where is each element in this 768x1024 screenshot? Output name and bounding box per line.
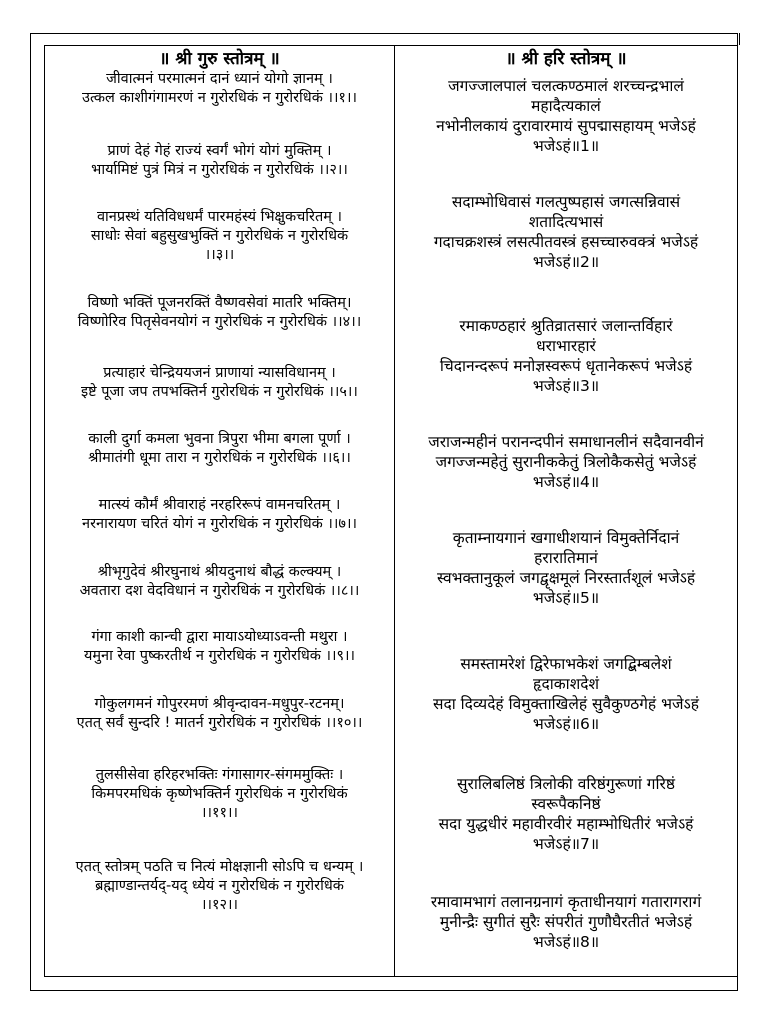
verse-line: मात्स्यं कौर्मं श्रीवाराहं नरहरिरूपं वामनचरितम् । — [98, 497, 341, 513]
verse-line: तुलसीसेवा हरिहरभक्तिः गंगासागर-संगममुक्तिः । — [95, 767, 344, 783]
guru-verse-5 — [51, 364, 388, 402]
guru-verse-12 — [51, 858, 388, 915]
verse-line: जराजन्महीनं परानन्दपीनं समाधानलीनं सदैवानवीनं — [428, 433, 704, 451]
hari-verse-2 — [399, 192, 733, 272]
verse-line: भजेऽहं॥6॥ — [532, 715, 600, 733]
verse-line: ।।३।। — [204, 247, 235, 263]
verse-line: धराभारहारं — [536, 337, 596, 355]
hari-verse-8 — [399, 892, 733, 952]
verse-line: उत्कल काशीगंगामरणं न गुरोरधिकं न गुरोरधिकं ।।१।। — [82, 90, 357, 106]
guru-verse-10 — [51, 695, 388, 733]
verse-line: स्वरूपैकनिष्ठं — [531, 795, 601, 813]
verse-line: रमाकण्ठहारं श्रुतिव्रातसारं जलान्तर्विहारं — [459, 317, 673, 335]
hari-verse-6 — [399, 654, 733, 734]
hari-stotram-title: ॥ श्री हरि स्तोत्रम् ॥ — [505, 49, 627, 69]
verse-line: समस्तामरेशं द्विरेफाभकेशं जगद्बिम्बलेशं — [460, 655, 672, 673]
verse-line: भार्यामिष्टं पुत्रं मित्रं न गुरोरधिकं न गुरोरधिकं ।।२।। — [91, 162, 348, 178]
verse-line: श्रीमातंगी धूमा तारा न गुरोरधिकं न गुरोरधिकं ।।६।। — [88, 450, 351, 466]
verse-line: किमपरमधिकं कृष्णेभक्तिर्न गुरोरधिकं न गुरोरधिकं — [91, 786, 348, 802]
verse-line: विष्णो भक्तिं पूजनरक्तिं वैष्णवसेवां मातरि भक्तिम्। — [87, 295, 352, 311]
verse-line: भजेऽहं॥3॥ — [532, 377, 600, 395]
verse-line: जीवात्मनं परमात्मनं दानं ध्यानं योगो ज्ञानम् । — [106, 71, 333, 87]
verse-line: वानप्रस्थं यतिविधधर्मं पारमहंस्यं भिक्षुकचरितम् । — [96, 209, 343, 225]
hari-verse-7 — [399, 774, 733, 854]
verse-line: कृताम्नायगानं खगाधीशयानं विमुक्तेर्निदानं — [452, 529, 680, 547]
verse-line: भजेऽहं॥8॥ — [532, 933, 600, 951]
verse-line: जगज्जालपालं चलत्कण्ठमालं शरच्चन्द्रभालं — [448, 77, 684, 95]
verse-line: भजेऽहं॥4॥ — [532, 473, 600, 491]
guru-verse-6 — [51, 430, 388, 468]
verse-line: प्रत्याहारं चेन्द्रिययजनं प्राणायां न्यासविधानम् । — [103, 365, 336, 381]
verse-line: सदा दिव्यदेहं विमुक्ताखिलेहं सुवैकुण्ठगेहं भजेऽहं — [433, 695, 699, 713]
verse-line: सदाम्भोधिवासं गलत्पुष्पहासं जगत्सन्निवासं — [451, 193, 681, 211]
guru-verse-11 — [51, 766, 388, 823]
guru-verse-9 — [51, 628, 388, 666]
verse-line: चिदानन्दरूपं मनोज्ञस्वरूपं धृतानेकरूपं भजेऽहं — [439, 357, 693, 375]
verse-line: शतादित्यभासं — [528, 213, 604, 231]
hari-verse-1 — [399, 76, 733, 156]
verse-line: भजेऽहं॥1॥ — [532, 137, 600, 155]
verse-line: भजेऽहं॥2॥ — [532, 253, 600, 271]
verse-line: गंगा काशी कान्ची द्वारा मायाऽयोध्याऽवन्ती मथुरा । — [91, 629, 348, 645]
verse-line: विष्णोरिव पितृसेवनयोगं न गुरोरधिकं न गुरोरधिकं ।।४।। — [77, 314, 362, 330]
verse-line: सुरालिबलिष्ठं त्रिलोकी वरिष्ठंगुरूणां गरिष्ठं — [457, 775, 675, 793]
verse-line: महादैत्यकालं — [531, 97, 601, 115]
verse-line: प्राणं देहं गेहं राज्यं स्वर्गं भोगं योगं मुक्तिम् । — [107, 143, 332, 159]
verse-line: हृदाकाशदेशं — [533, 675, 599, 693]
guru-verse-4 — [51, 294, 388, 332]
verse-line: जगज्जन्महेतुं सुरानीककेतुं त्रिलोकैकसेतुं भजेऽहं — [435, 453, 697, 471]
verse-line: इष्टे पूजा जप तपभक्तिर्न गुरोरधिकं न गुरोरधिकं ।।५।। — [81, 384, 358, 400]
verse-line: भजेऽहं॥5॥ — [532, 589, 600, 607]
verse-line: श्रीभृगुदेवं श्रीरघुनाथं श्रीयदुनाथं बौद्धं कल्क्यम् । — [97, 564, 342, 580]
guru-stotram-column — [45, 46, 395, 976]
verse-line: सदा युद्धधीरं महावीरवीरं महाम्भोधितीरं भजेऽहं — [438, 815, 694, 833]
verse-line: नरनारायण चरितं योगं न गुरोरधिकं न गुरोरधिकं ।।७।। — [82, 516, 357, 532]
verse-line: गदाचक्रशस्त्रं लसत्पीतवस्त्रं हसच्चारुवक्त्रं भजेऽहं — [433, 233, 699, 251]
verse-line: साधोः सेवां बहुसुखभुक्तिं न गुरोरधिकं न गुरोरधिकं — [90, 228, 349, 244]
verse-line: नभोनीलकायं दुरावारमायं सुपद्मासहायम् भजेऽहं — [436, 117, 696, 135]
guru-stotram-title: ॥ श्री गुरु स्तोत्रम् ॥ — [159, 49, 280, 69]
guru-verse-7 — [51, 496, 388, 534]
verse-line: एतत् सर्वं सुन्दरि ! मातर्न गुरोरधिकं न गुरोरधिकं ।।१०।। — [76, 715, 363, 731]
guru-verse-2 — [51, 142, 388, 180]
hari-verse-3 — [399, 316, 733, 396]
verse-line: यमुना रेवा पुष्करतीर्थ न गुरोरधिकं न गुरोरधिकं ।।९।। — [83, 648, 356, 664]
verse-line: भजेऽहं॥7॥ — [532, 835, 600, 853]
verse-line: मुनीन्द्रैः सुगीतं सुरैः संपरीतं गुणौघैरतीतं भजेऽहं — [439, 913, 693, 931]
verse-line: एतत् स्तोत्रम् पठति च नित्यं मोक्षज्ञानी सोऽपि च धन्यम् । — [75, 859, 364, 875]
border-tick — [739, 33, 740, 45]
verse-line: काली दुर्गा कमला भुवना त्रिपुरा भीमा बगला पूर्णा । — [88, 431, 351, 447]
hari-stotram-column — [395, 46, 737, 976]
guru-verse-3 — [51, 208, 388, 265]
verse-line: अवतारा दश वेदविधानं न गुरोरधिकं न गुरोरधिकं ।।८।। — [79, 583, 360, 599]
verse-line: ।।१२।। — [200, 897, 239, 913]
guru-verse-8 — [51, 563, 388, 601]
verse-line: ।।११।। — [200, 805, 239, 821]
verse-line: ब्रह्माण्डान्तर्यद्-यद् ध्येयं न गुरोरधिकं न गुरोरधिकं — [95, 878, 344, 894]
verse-line: रमावामभागं तलानग्रनागं कृताधीनयागं गतारागरागं — [430, 893, 702, 911]
verse-line: गोकुलगमनं गोपुररमणं श्रीवृन्दावन-मधुपुर-रटनम्। — [94, 696, 345, 712]
verse-line: स्वभक्तानुकूलं जगद्वृक्षमूलं निरस्तार्तशूलं भजेऽहं — [436, 569, 696, 587]
stotram-table — [44, 45, 738, 977]
verse-line: हरारातिमानं — [534, 549, 598, 567]
hari-verse-4 — [399, 432, 733, 492]
hari-verse-5 — [399, 528, 733, 608]
guru-verse-1 — [51, 70, 388, 108]
